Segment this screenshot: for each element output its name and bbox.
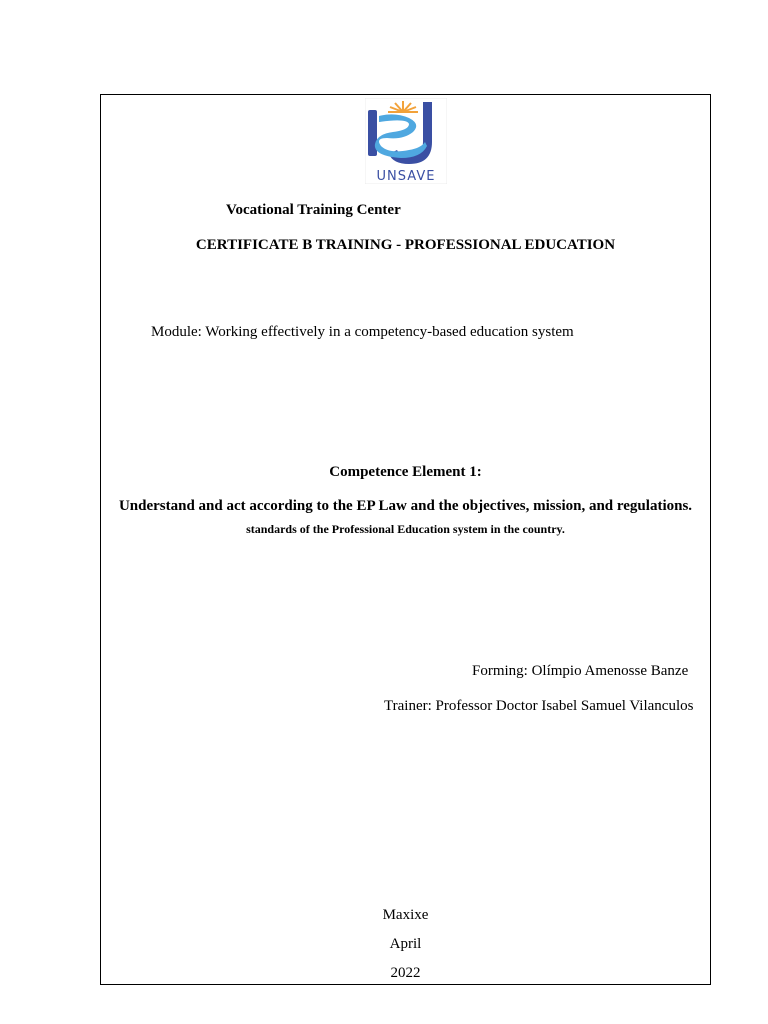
letter-i-shape <box>368 110 377 156</box>
program-title: CERTIFICATE B TRAINING - PROFESSIONAL EDUCATION <box>195 237 616 253</box>
footer-month: April <box>389 936 422 952</box>
footer-year: 2022 <box>390 965 421 981</box>
page-border <box>100 94 711 985</box>
forming-text: Forming: Olímpio Amenosse Banze <box>472 663 689 679</box>
module-text: Module: Working effectively in a competency-based education system <box>151 324 574 340</box>
competence-heading: Competence Element 1: <box>329 464 482 480</box>
footer-city: Maxixe <box>382 907 429 923</box>
logo-text: UNSAVE <box>376 169 436 184</box>
competence-line-2: standards of the Professional Education system in the country. <box>246 522 565 536</box>
competence-line-1: Understand and act according to the EP Law and the objectives, mission, and regulations. <box>118 498 693 514</box>
center-name: Vocational Training Center <box>226 202 401 218</box>
trainer-text: Trainer: Professor Doctor Isabel Samuel Vilanculos <box>384 698 694 714</box>
unisave-logo <box>365 98 447 184</box>
